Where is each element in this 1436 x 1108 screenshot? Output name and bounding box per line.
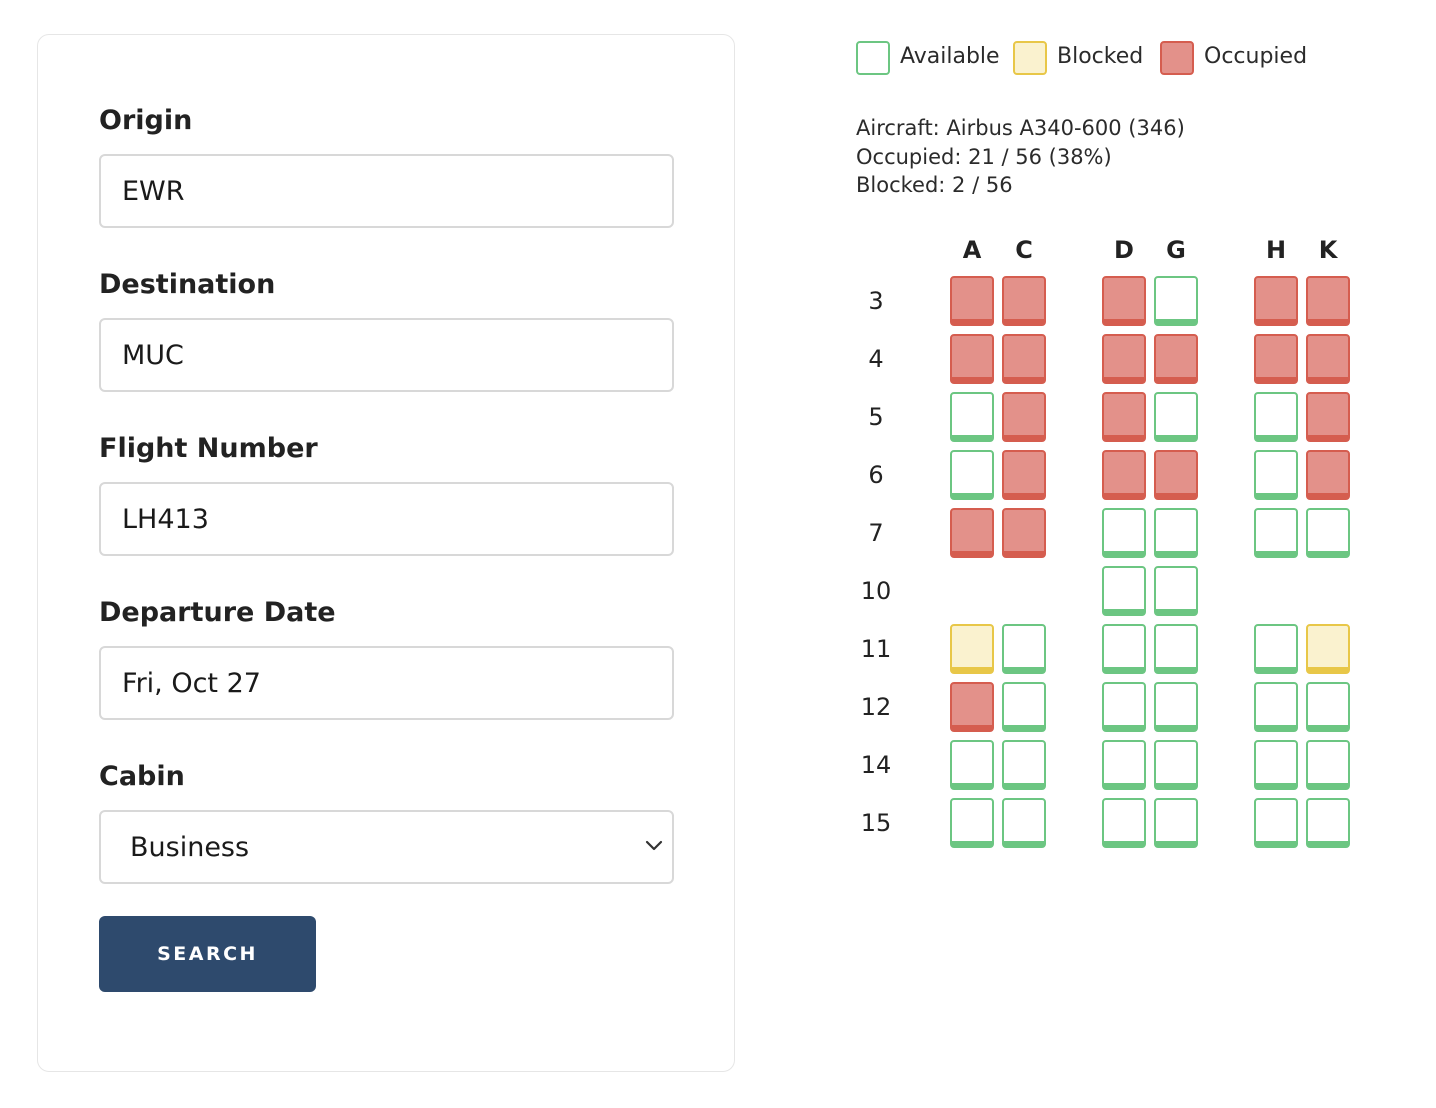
chevron-down-icon bbox=[644, 838, 664, 852]
cabin-label: Cabin bbox=[99, 761, 185, 792]
seat-5c[interactable] bbox=[1002, 392, 1046, 442]
seat-5d[interactable] bbox=[1102, 392, 1146, 442]
seat-6h[interactable] bbox=[1254, 450, 1298, 500]
seat-5k[interactable] bbox=[1306, 392, 1350, 442]
destination-input[interactable] bbox=[99, 318, 674, 392]
occupied-swatch bbox=[1160, 41, 1194, 75]
seat-3d[interactable] bbox=[1102, 276, 1146, 326]
seat-15h[interactable] bbox=[1254, 798, 1298, 848]
row-label-12: 12 bbox=[860, 693, 892, 721]
seat-7g[interactable] bbox=[1154, 508, 1198, 558]
seat-14k[interactable] bbox=[1306, 740, 1350, 790]
seat-3a[interactable] bbox=[950, 276, 994, 326]
seat-11d[interactable] bbox=[1102, 624, 1146, 674]
seat-7d[interactable] bbox=[1102, 508, 1146, 558]
seat-12a[interactable] bbox=[950, 682, 994, 732]
seat-6a[interactable] bbox=[950, 450, 994, 500]
seat-11g[interactable] bbox=[1154, 624, 1198, 674]
legend-available-label: Available bbox=[900, 44, 1000, 69]
row-label-11: 11 bbox=[860, 635, 892, 663]
seat-7k[interactable] bbox=[1306, 508, 1350, 558]
seat-10d[interactable] bbox=[1102, 566, 1146, 616]
seat-11k[interactable] bbox=[1306, 624, 1350, 674]
seat-4h[interactable] bbox=[1254, 334, 1298, 384]
seat-12d[interactable] bbox=[1102, 682, 1146, 732]
seat-15k[interactable] bbox=[1306, 798, 1350, 848]
seat-3g[interactable] bbox=[1154, 276, 1198, 326]
cabin-select-value: Business bbox=[130, 832, 250, 863]
seat-14g[interactable] bbox=[1154, 740, 1198, 790]
seat-4k[interactable] bbox=[1306, 334, 1350, 384]
blocked-summary: Blocked: 2 / 56 bbox=[856, 173, 1013, 197]
row-label-14: 14 bbox=[860, 751, 892, 779]
blocked-swatch bbox=[1013, 41, 1047, 75]
available-swatch bbox=[856, 41, 890, 75]
legend-occupied-label: Occupied bbox=[1204, 44, 1308, 69]
seat-3h[interactable] bbox=[1254, 276, 1298, 326]
column-header-d: D bbox=[1114, 236, 1134, 264]
seat-14a[interactable] bbox=[950, 740, 994, 790]
seat-6c[interactable] bbox=[1002, 450, 1046, 500]
origin-label: Origin bbox=[99, 105, 193, 136]
row-label-5: 5 bbox=[868, 403, 884, 431]
departure-date-input[interactable] bbox=[99, 646, 674, 720]
seat-7a[interactable] bbox=[950, 508, 994, 558]
seat-6k[interactable] bbox=[1306, 450, 1350, 500]
row-label-10: 10 bbox=[860, 577, 892, 605]
row-label-7: 7 bbox=[868, 519, 884, 547]
seat-12k[interactable] bbox=[1306, 682, 1350, 732]
row-label-3: 3 bbox=[868, 287, 884, 315]
seat-3k[interactable] bbox=[1306, 276, 1350, 326]
seat-14c[interactable] bbox=[1002, 740, 1046, 790]
seat-15d[interactable] bbox=[1102, 798, 1146, 848]
seat-10g[interactable] bbox=[1154, 566, 1198, 616]
seat-15c[interactable] bbox=[1002, 798, 1046, 848]
origin-input[interactable] bbox=[99, 154, 674, 228]
seat-4d[interactable] bbox=[1102, 334, 1146, 384]
legend-blocked-label: Blocked bbox=[1057, 44, 1144, 69]
column-header-g: G bbox=[1166, 236, 1186, 264]
seat-11c[interactable] bbox=[1002, 624, 1046, 674]
seat-11h[interactable] bbox=[1254, 624, 1298, 674]
seat-14d[interactable] bbox=[1102, 740, 1146, 790]
row-label-6: 6 bbox=[868, 461, 884, 489]
aircraft-info: Aircraft: Airbus A340-600 (346) bbox=[856, 116, 1185, 140]
seat-12c[interactable] bbox=[1002, 682, 1046, 732]
seat-12g[interactable] bbox=[1154, 682, 1198, 732]
row-label-4: 4 bbox=[868, 345, 884, 373]
seat-7h[interactable] bbox=[1254, 508, 1298, 558]
row-label-15: 15 bbox=[860, 809, 892, 837]
seat-3c[interactable] bbox=[1002, 276, 1046, 326]
seat-5g[interactable] bbox=[1154, 392, 1198, 442]
seat-6d[interactable] bbox=[1102, 450, 1146, 500]
flight-number-input[interactable] bbox=[99, 482, 674, 556]
column-header-a: A bbox=[962, 236, 982, 264]
cabin-select[interactable] bbox=[99, 810, 674, 884]
departure-date-label: Departure Date bbox=[99, 597, 336, 628]
column-header-k: K bbox=[1318, 236, 1338, 264]
seat-5a[interactable] bbox=[950, 392, 994, 442]
seat-7c[interactable] bbox=[1002, 508, 1046, 558]
seat-15g[interactable] bbox=[1154, 798, 1198, 848]
search-button[interactable]: SEARCH bbox=[99, 916, 316, 992]
seat-4g[interactable] bbox=[1154, 334, 1198, 384]
seat-14h[interactable] bbox=[1254, 740, 1298, 790]
seat-11a[interactable] bbox=[950, 624, 994, 674]
seat-15a[interactable] bbox=[950, 798, 994, 848]
destination-label: Destination bbox=[99, 269, 276, 300]
seat-5h[interactable] bbox=[1254, 392, 1298, 442]
column-header-c: C bbox=[1015, 236, 1033, 264]
flight-number-label: Flight Number bbox=[99, 433, 318, 464]
flight-search-form bbox=[37, 34, 735, 1072]
seat-4a[interactable] bbox=[950, 334, 994, 384]
seat-12h[interactable] bbox=[1254, 682, 1298, 732]
seat-6g[interactable] bbox=[1154, 450, 1198, 500]
occupied-summary: Occupied: 21 / 56 (38%) bbox=[856, 145, 1112, 169]
column-header-h: H bbox=[1265, 236, 1287, 264]
seat-4c[interactable] bbox=[1002, 334, 1046, 384]
